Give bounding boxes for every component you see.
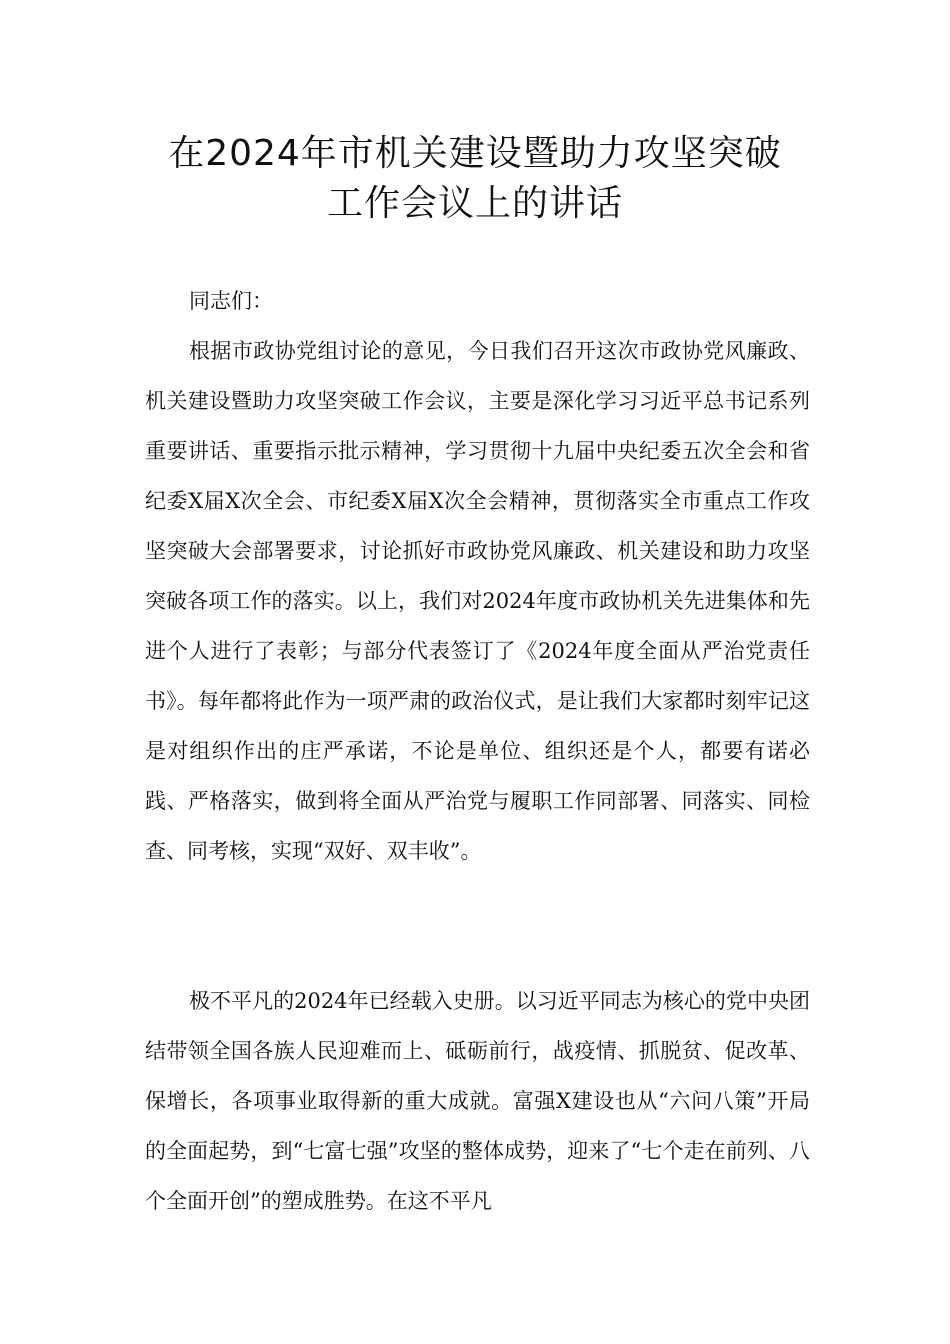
paragraph-1: 根据市政协党组讨论的意见，今日我们召开这次市政协党风廉政、机关建设暨助力攻坚突破工作会议，主要是深化学习习近平总书记系列重要讲话、重要指示批示精神，学习贯彻十九届中央纪委五次全会和省纪委X届X次全会、市纪委X届X次全会精神，贯彻落实全市重点工作攻坚突破大会部署要求，讨论抓好市政协党风廉政、机关建设和助力攻坚突破各项工作的落实。以上，我们对2024年度市政协机关先进集体和先进个人进行了表彰；与部分代表签订了《2024年度全面从严治党责任书》。每年都将此作为一项严肃的政治仪式，是让我们大家都时刻牢记这是对组织作出的庄严承诺，不论是单位、组织还是个人，都要有诺必践、严格落实，做到将全面从严治党与履职工作同部署、同落实、同检查、同考核，实现“双好、双丰收”。 — [145, 339, 810, 863]
document-title-line-2: 工作会议上的讲话 — [326, 183, 623, 224]
document-title-line-1: 在2024年市机关建设暨助力攻坚突破 — [168, 133, 782, 174]
salutation: 同志们： — [189, 289, 273, 313]
paragraph-2: 极不平凡的2024年已经载入史册。以习近平同志为核心的党中央团结带领全国各族人民迎难而上、砥砺前行，战疫情、抓脱贫、促改革、保增长，各项事业取得新的重大成就。富强X建设也从“六问八策”开局的全面起势，到“七富七强”攻坚的整体成势，迎来了“七个走在前列、八个全面开创”的塑成胜势。在这不平凡 — [145, 989, 810, 1213]
